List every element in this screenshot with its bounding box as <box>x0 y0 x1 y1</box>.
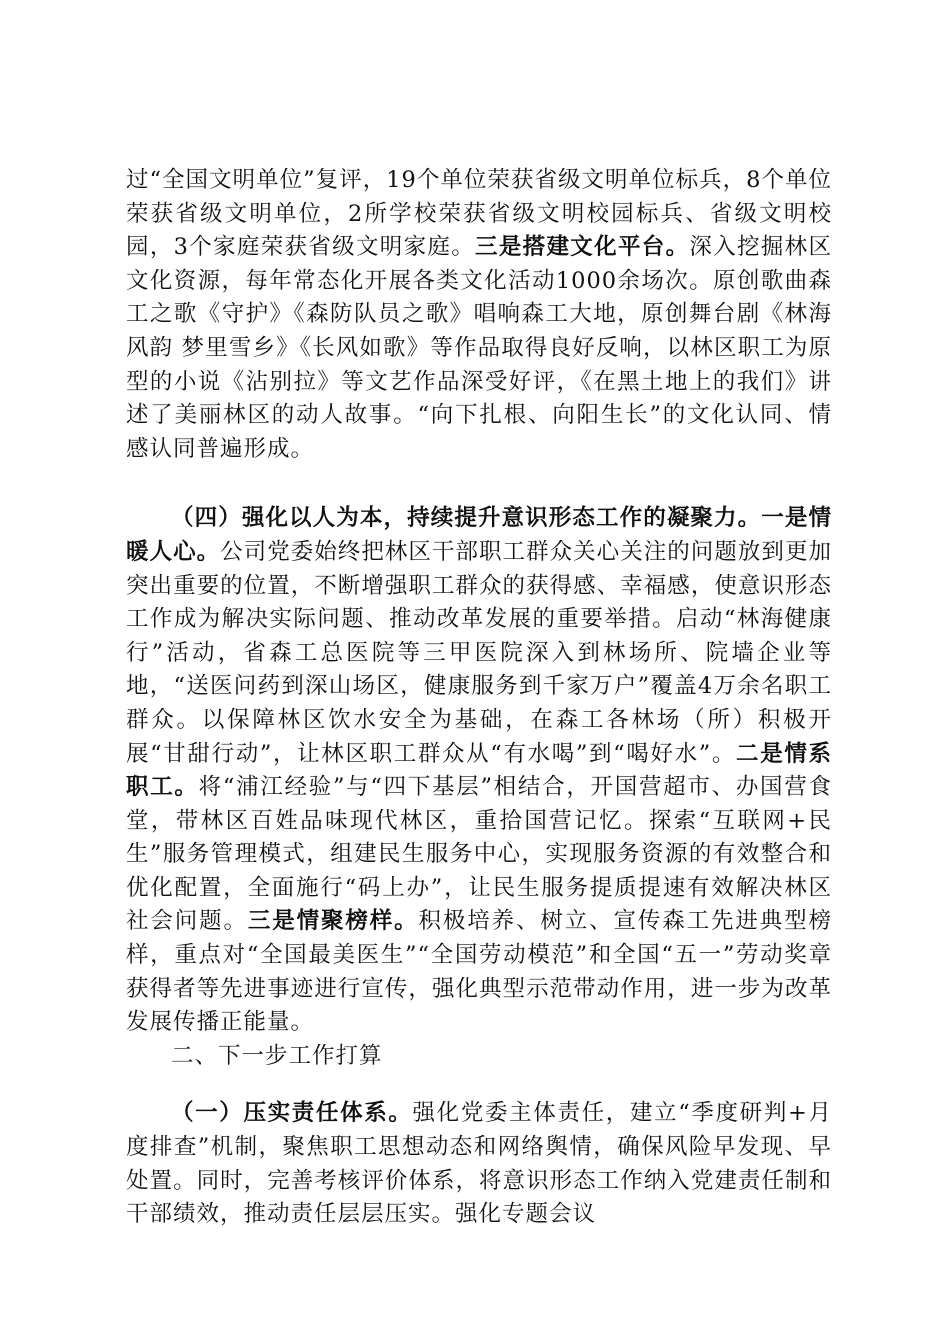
bold-lead-responsibility: （一）压实责任体系。 <box>171 1100 413 1127</box>
document-page <box>126 164 832 1232</box>
bold-lead-section-four: （四）强化以人为本，持续提升意识形态工作的凝聚力。一是情暖人心。 <box>126 505 832 565</box>
bold-lead-culture-platform: 三是搭建文化平台。 <box>475 234 690 261</box>
section-heading: 二、下一步工作打算 <box>171 1042 383 1069</box>
paragraph-text: 公司党委始终把林区干部职工群众关心关注的问题放到更加突出重要的位置，不断增强职工群众的获得感、幸福感，使意识形态工作成为解决实际问题、推动改革发展的重要举措。启动“林海健康行”活动，省森工总医院等三甲医院深入到林场所、院墙企业等地，“送医问药到深山场区，健康服务到千家万户”覆盖4万余名职工群众。以保障林区饮水安全为基础，在森工各林场（所）积极开展“甘甜行动”，让林区职工群众从“有水喝”到“喝好水”。 <box>126 538 832 767</box>
paragraph-text: 积极培养、树立、宣传森工先进典型榜样，重点对“全国最美医生”“全国劳动模范”和全国“五一”劳动奖章获得者等先进事迹进行宣传，强化典型示范带动作用，进一步为改革发展传播正能量。 <box>126 908 832 1036</box>
paragraph-text: 将“浦江经验”与“四下基层”相结合，开国营超市、办国营食堂，带林区百姓品味现代林区，重拾国营记忆。探索“互联网+民生”服务管理模式，组建民生服务中心，实现服务资源的有效整合和优化配置，全面施行“码上办”，让民生服务提质提速有效解决林区社会问题。 <box>126 774 832 935</box>
paragraph-responsibility-system <box>126 1097 832 1231</box>
paragraph-civilization-and-culture <box>126 164 832 466</box>
paragraph-text: 过“全国文明单位”复评，19个单位荣获省级文明单位标兵，8个单位荣获省级文明单位，2所学校荣获省级文明校园标兵、省级文明校园，3个家庭荣获省级文明家庭。 <box>126 167 832 261</box>
paragraph-text: 深入挖掘林区文化资源，每年常态化开展各类文化活动1000余场次。原创歌曲森工之歌《守护》《森防队员之歌》唱响森工大地，原创舞台剧《林海风韵 梦里雪乡》《长风如歌》等作品取得良好反响，以林区职工为原型的小说《沾别拉》等文艺作品深受好评，《在黑土地上的我们》讲述了美丽林区的动人故事。“向下扎根、向阳生长”的文化认同、情感认同普遍形成。 <box>126 234 832 462</box>
bold-lead-role-models: 三是情聚榜样。 <box>247 908 419 935</box>
paragraph-text: 强化党委主体责任，建立“季度研判+月度排查”机制，聚焦职工思想动态和网络舆情，确保风险早发现、早处置。同时，完善考核评价体系，将意识形态工作纳入党建责任制和干部绩效，推动责任层层压实。强化专题会议 <box>126 1100 832 1228</box>
paragraph-people-oriented <box>126 502 832 1040</box>
bold-lead-care-for-workers: 二是情系职工。 <box>126 740 832 801</box>
